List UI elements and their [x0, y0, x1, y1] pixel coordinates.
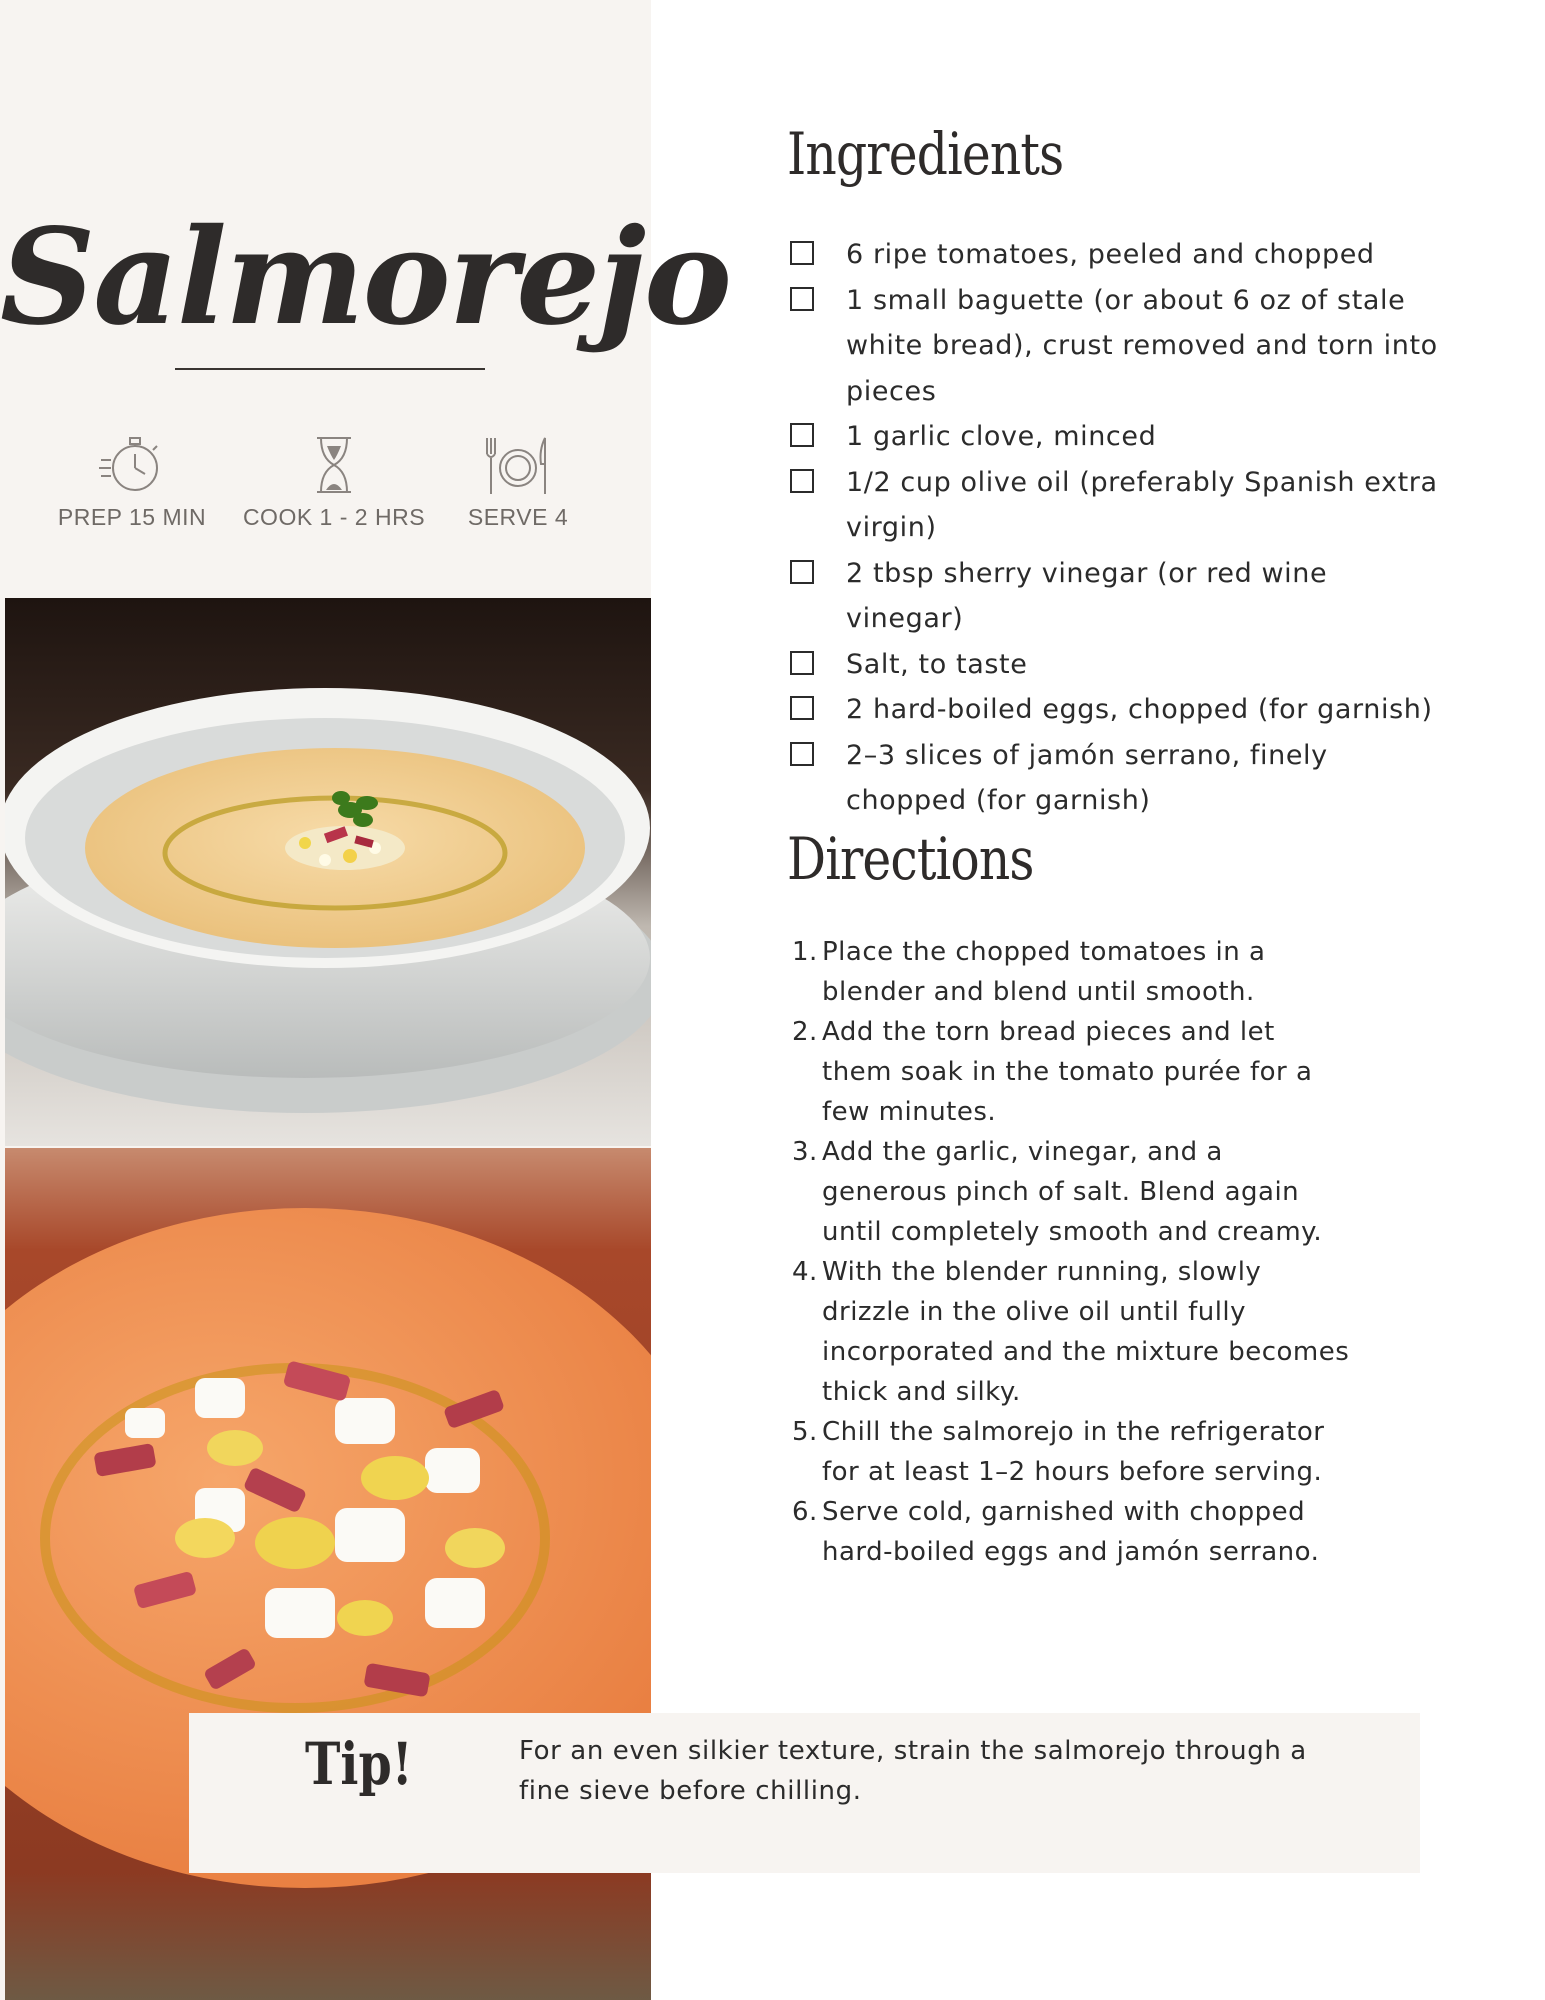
- ingredients-list: [790, 232, 1440, 824]
- ingredient-checkbox[interactable]: [790, 423, 814, 447]
- ingredient-checkbox[interactable]: [790, 560, 814, 584]
- ingredient-checkbox[interactable]: [790, 742, 814, 766]
- cook-label: COOK 1 - 2 HRS: [242, 504, 426, 530]
- title-underline: [175, 368, 485, 370]
- ingredient-checkbox[interactable]: [790, 287, 814, 311]
- ingredient-checkbox[interactable]: [790, 651, 814, 675]
- direction-step: 3. Add the garlic, vinegar, and a generous pinch of salt. Blend again until completely smooth and creamy.: [792, 1137, 1323, 1247]
- ingredient-checkbox[interactable]: [790, 469, 814, 493]
- directions-list: [792, 932, 1352, 1572]
- photo-salmorejo-white-bowl: [5, 598, 651, 1146]
- ingredient-item: Salt, to taste: [790, 642, 1440, 688]
- ingredient-item: 2 tbsp sherry vinegar (or red wine vinegar): [790, 551, 1440, 642]
- ingredient-item: 2–3 slices of jamón serrano, finely chopped (for garnish): [790, 733, 1440, 824]
- prep-time: [22, 430, 242, 531]
- ingredient-checkbox[interactable]: [790, 696, 814, 720]
- direction-step: 4. With the blender running, slowly drizzle in the olive oil until fully incorporated and the mixture becomes thick and silky.: [792, 1257, 1350, 1407]
- ingredients-heading: Ingredients: [787, 120, 1064, 188]
- hourglass-icon: [299, 430, 369, 500]
- ingredient-item: 6 ripe tomatoes, peeled and chopped: [790, 232, 1440, 278]
- direction-step: 6. Serve cold, garnished with chopped hard-boiled eggs and jamón serrano.: [792, 1497, 1320, 1567]
- ingredient-item: 2 hard-boiled eggs, chopped (for garnish): [790, 687, 1440, 733]
- prep-label: PREP 15 MIN: [57, 504, 207, 530]
- direction-step: 2. Add the torn bread pieces and let them soak in the tomato purée for a few minutes.: [792, 1017, 1313, 1127]
- direction-step: 5. Chill the salmorejo in the refrigerator for at least 1–2 hours before serving.: [792, 1417, 1325, 1487]
- tip-box: [189, 1713, 1420, 1873]
- directions-heading: Directions: [787, 825, 1034, 893]
- left-panel: [0, 0, 731, 2000]
- tip-heading: Tip!: [305, 1730, 413, 1798]
- direction-step: 1. Place the chopped tomatoes in a blender and blend until smooth.: [792, 937, 1266, 1007]
- tip-text: For an even silkier texture, strain the salmorejo through a fine sieve before chilling.: [519, 1736, 1307, 1806]
- recipe-title: Salmorejo: [0, 200, 731, 355]
- ingredient-checkbox[interactable]: [790, 241, 814, 265]
- stopwatch-icon: [97, 430, 167, 500]
- serve-label: SERVE 4: [467, 504, 569, 530]
- ingredient-item: 1 small baguette (or about 6 oz of stale white bread), crust removed and torn into pieces: [790, 278, 1440, 415]
- ingredient-item: 1/2 cup olive oil (preferably Spanish extra virgin): [790, 460, 1440, 551]
- servings: [408, 430, 628, 531]
- plate-cutlery-icon: [483, 430, 553, 500]
- ingredient-item: 1 garlic clove, minced: [790, 414, 1440, 460]
